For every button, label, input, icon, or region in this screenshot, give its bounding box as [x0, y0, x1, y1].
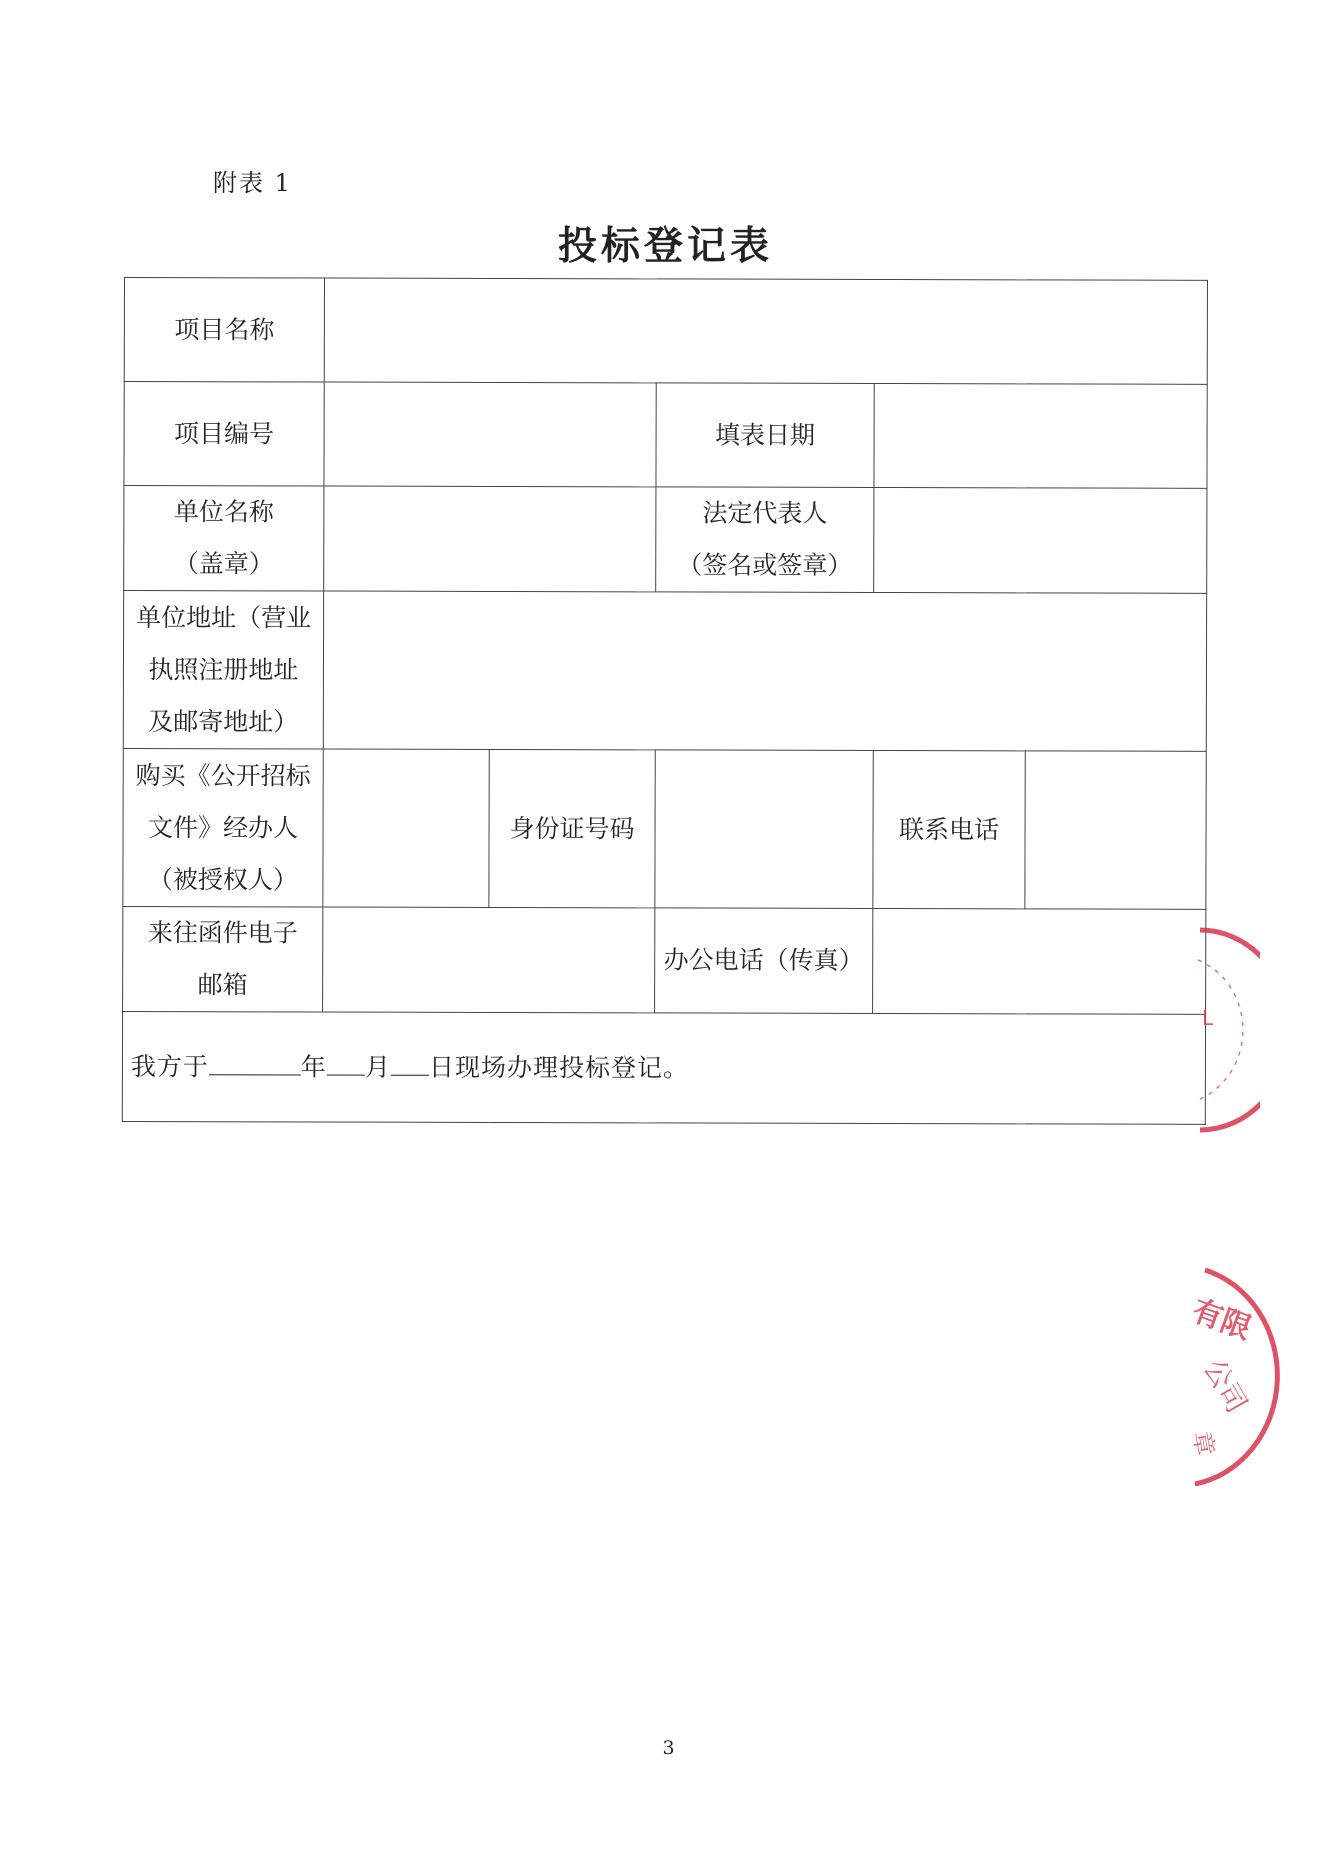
id-number-field[interactable]: [655, 750, 873, 909]
row-purchaser: [123, 748, 1206, 909]
email-field[interactable]: [323, 907, 655, 1013]
svg-text:公司: 公司: [1197, 1353, 1254, 1419]
contact-phone-field[interactable]: [1025, 751, 1206, 909]
appendix-label: 附表 1: [213, 169, 292, 197]
statement-prefix: 我方于: [130, 1051, 209, 1081]
month-blank[interactable]: [327, 1050, 365, 1075]
office-phone-label: 办公电话（传真）: [655, 908, 873, 1014]
row-unit-name: [124, 486, 1207, 594]
company-seal-stamp: [1170, 1262, 1290, 1492]
registration-form-table: [122, 277, 1208, 1125]
svg-text:有限: 有限: [1187, 1293, 1256, 1347]
email-label-line: 邮箱: [197, 970, 248, 1000]
legal-representative-label: [656, 487, 874, 593]
unit-address-field[interactable]: [323, 591, 1206, 751]
page-number: 3: [662, 1737, 675, 1759]
statement-suffix: 日现场办理投标登记。: [428, 1052, 690, 1082]
row-email: [123, 906, 1206, 1014]
svg-text:L: L: [1202, 1006, 1214, 1030]
email-label: [123, 906, 323, 1012]
unit-address-label-line: 及邮寄地址）: [148, 706, 299, 736]
company-seal-stamp: [1140, 920, 1260, 1140]
email-label-line: 来往函件电子: [147, 918, 298, 948]
legal-representative-label-line: 法定代表人: [702, 498, 828, 528]
svg-text:章: 章: [1187, 1429, 1220, 1458]
project-name-field[interactable]: [324, 278, 1207, 384]
year-blank[interactable]: [209, 1050, 301, 1075]
statement-month: 月: [364, 1052, 392, 1082]
registration-statement: [122, 1011, 1205, 1124]
project-name-label: 项目名称: [124, 278, 324, 383]
project-code-label: 项目编号: [124, 382, 324, 487]
legal-representative-label-line: （签名或签章）: [677, 550, 853, 580]
id-number-label: 身份证号码: [489, 749, 655, 907]
purchaser-label: [123, 748, 323, 907]
contact-phone-label: 联系电话: [873, 750, 1025, 908]
unit-name-label: [124, 486, 324, 592]
legal-representative-field[interactable]: [874, 487, 1207, 593]
row-unit-address: [123, 591, 1206, 752]
purchaser-label-line: 文件》经办人: [148, 812, 299, 842]
document-title: 投标登记表: [557, 223, 773, 269]
row-registration-statement: [122, 1011, 1205, 1124]
purchaser-name-field[interactable]: [323, 749, 489, 907]
statement-year: 年: [300, 1051, 328, 1082]
unit-address-label: [123, 591, 323, 750]
purchaser-label-line: 购买《公开招标: [135, 760, 311, 790]
fill-date-label: 填表日期: [656, 383, 874, 488]
unit-address-label-line: 单位地址（营业: [136, 602, 312, 632]
row-project-name: [124, 278, 1207, 385]
unit-name-label-line: 单位名称: [173, 497, 274, 527]
project-code-field[interactable]: [324, 382, 656, 487]
unit-name-label-line: （盖章）: [173, 549, 274, 579]
day-blank[interactable]: [391, 1050, 429, 1075]
unit-name-field[interactable]: [324, 486, 656, 592]
row-project-code: [124, 382, 1207, 489]
purchaser-label-line: （被授权人）: [147, 864, 298, 894]
fill-date-field[interactable]: [874, 383, 1207, 488]
unit-address-label-line: 执照注册地址: [148, 654, 299, 684]
